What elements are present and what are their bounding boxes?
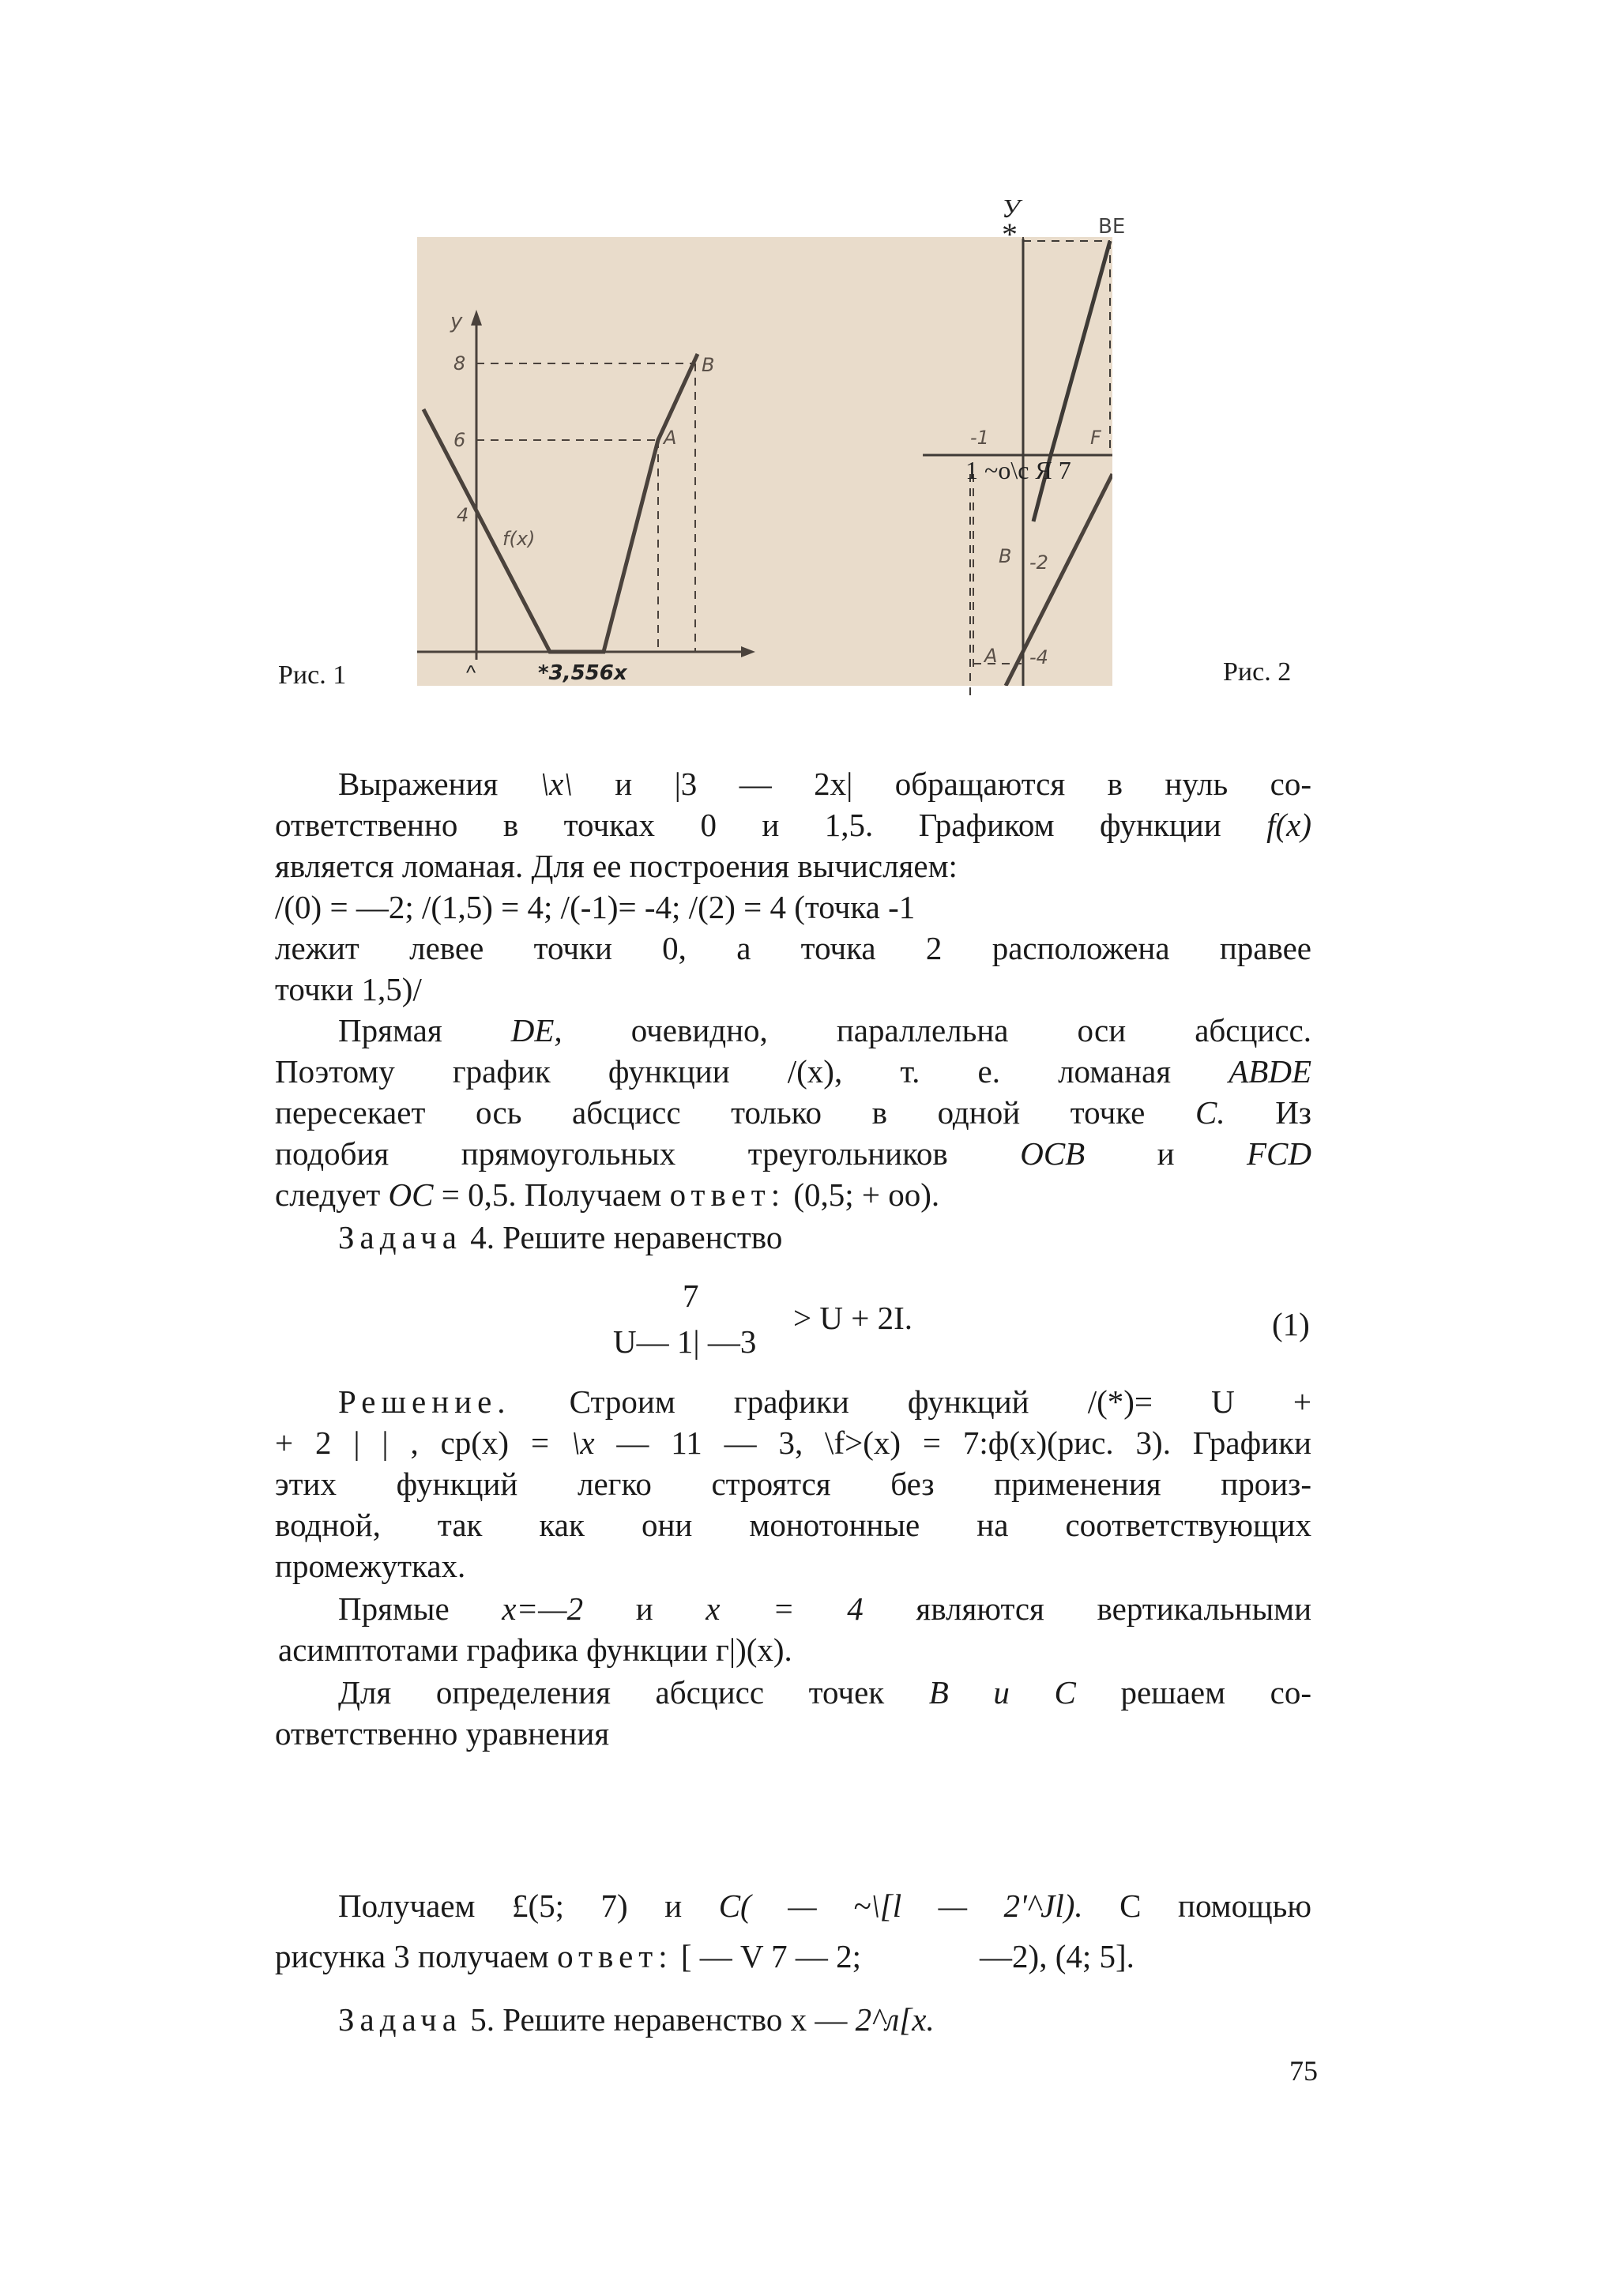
fig1-tick-6: 6: [453, 429, 466, 451]
fig2-label-m4: -4: [1029, 646, 1048, 668]
formula-tag: (1): [1272, 1306, 1310, 1342]
para5-line2: ответственно уравнения: [275, 1715, 610, 1752]
para3-line1: Решение. Строим графики функций /(*)= U +: [338, 1383, 1311, 1420]
para2-line4: подобия прямоугольных треугольников OCB и FCD: [275, 1135, 1312, 1172]
para4-line2: асимптотами графика функции г|)(x).: [278, 1632, 792, 1668]
para5-line1: Для определения абсцисс точек B и C решаем со-: [338, 1674, 1311, 1711]
fig1-label-A: A: [664, 427, 677, 449]
fig1-label-y: y: [450, 310, 463, 333]
para3-line4: водной, так как они монотонные на соответствующих: [275, 1507, 1311, 1543]
fig2-label-B: B: [999, 545, 1012, 567]
figure1-caption: Рис. 1: [278, 661, 347, 690]
fig1-axis-numbers: *3,556x: [538, 661, 627, 685]
para4-line1: Прямые x=—2 и x = 4 являются вертикальными: [338, 1590, 1312, 1627]
fig1-label-fx: f(x): [502, 528, 536, 550]
para2-line2: Поэтому график функции /(x), т. е. ломаная ABDE: [275, 1053, 1311, 1090]
fig2-label-y: У: [1002, 194, 1020, 224]
para3-line2: + 2 | | , cp(x) = \x — 11 — 3, \f>(x) = 7:ф(x)(рис. 3). Графики: [275, 1425, 1311, 1461]
fig2-label-BE: BE: [1098, 215, 1126, 239]
fig2-label-A: A: [984, 645, 998, 667]
para1-line4: /(0) = —2; /(1,5) = 4; /(-1)= -4; /(2) = 4 (точка -1: [275, 889, 916, 925]
para1-line1: Выражения \x\ и |3 — 2x| обращаются в нуль со-: [338, 766, 1311, 802]
fig1-tick-8: 8: [453, 352, 466, 375]
task4-heading: Задача 4. Решите неравенство: [338, 1219, 783, 1255]
fig1-label-caret: ^: [466, 661, 476, 684]
fig1-tick-4: 4: [457, 504, 469, 526]
para2-line3: пересекает ось абсцисс только в одной точке C. Из: [275, 1094, 1312, 1131]
para1-line2: ответственно в точках 0 и 1,5. Графиком функции f(x): [275, 807, 1311, 843]
fig2-label-star: *: [1002, 216, 1018, 252]
para2-line1: Прямая DE, очевидно, параллельна оси абсцисс.: [338, 1012, 1311, 1048]
para6-line2: рисунка 3 получаем ответ: [ — V 7 — 2; —2), (4; 5].: [275, 1938, 1134, 1974]
formula-numerator: 7: [683, 1278, 699, 1314]
page-number: 75: [1289, 2055, 1318, 2087]
fig2-label-m1: -1: [970, 427, 989, 449]
fig2-ocr-label: 1 ~o\c Я 7: [965, 456, 1071, 484]
fig2-graph-upper: [1051, 241, 1110, 455]
formula-rhs: > U + 2I.: [793, 1300, 913, 1336]
fig1-x-arrow: [741, 646, 755, 657]
fig1-graph-fx: [423, 354, 698, 652]
fig1-label-B: B: [702, 354, 715, 376]
figure2-overlay: [909, 190, 1169, 695]
para1-line5: лежит левее точки 0, а точка 2 расположена правее: [275, 930, 1311, 966]
fig2-label-F: F: [1090, 427, 1101, 449]
para3-line5: промежутках.: [275, 1548, 466, 1584]
para3-line3: этих функций легко строятся без применения произ-: [275, 1466, 1311, 1502]
formula-denominator: U— 1| —3: [613, 1323, 757, 1360]
fig1-y-arrow: [471, 310, 482, 326]
task5-heading: Задача 5. Решите неравенство x — 2^л[x.: [338, 2001, 935, 2038]
para2-line5: следует OC = 0,5. Получаем ответ: (0,5; + оо).: [275, 1176, 940, 1213]
para6-line1: Получаем £(5; 7) и C( — ~\[l — 2'^Jl). С помощью: [338, 1888, 1312, 1924]
para1-line6: точки 1,5)/: [275, 971, 422, 1007]
fig2-label-m2: -2: [1029, 551, 1048, 574]
para1-line3: является ломаная. Для ее построения вычисляем:: [275, 848, 958, 884]
figure2-caption: Рис. 2: [1223, 657, 1292, 687]
